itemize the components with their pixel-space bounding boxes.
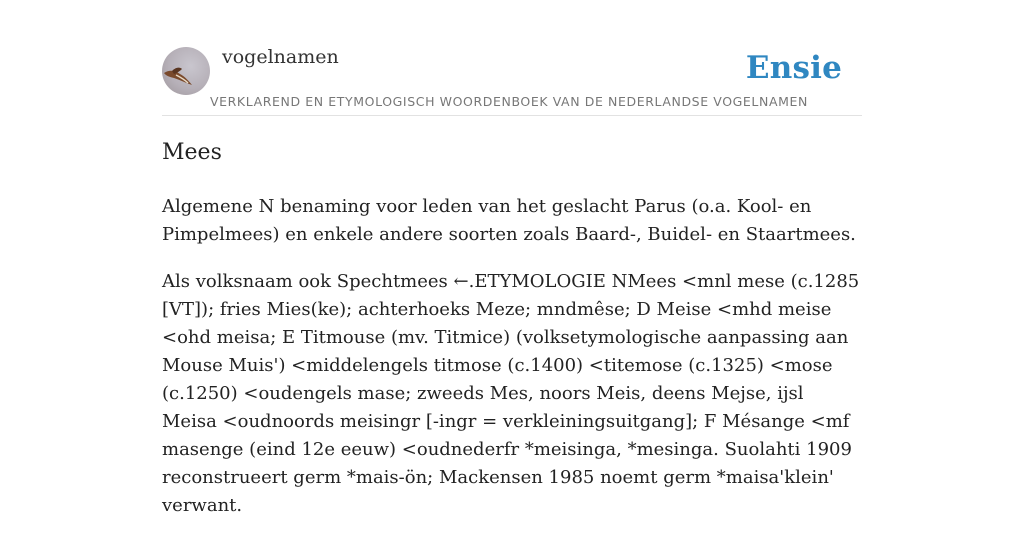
bird-photo-icon <box>162 47 210 95</box>
entry-content <box>162 193 862 539</box>
blog-name-link[interactable]: vogelnamen <box>222 46 339 68</box>
brand-logo[interactable]: Ensie <box>745 50 842 86</box>
entry-title: Mees <box>162 140 222 165</box>
avatar[interactable] <box>162 47 210 95</box>
site-subtitle: VERKLAREND EN ETYMOLOGISCH WOORDENBOEK VAN DE NEDERLANDSE VOGELNAMEN <box>210 94 808 109</box>
entry-paragraph: Algemene N benaming voor leden van het geslacht Parus (o.a. Kool- en Pimpelmees) en enkele andere soorten zoals Baard-, Buidel- en Staartmees. <box>162 196 856 245</box>
entry-paragraph: Als volksnaam ook Spechtmees ←.ETYMOLOGIE NMees <mnl mese (c.1285 [VT]); fries Mies(ke); achterhoeks Meze; mndmêse; D Meise <mhd meise <ohd meisa; E Titmouse (mv. Titmice) (volksetymologische aanpassing aan Mouse Muis') <middelengels titmose (c.1400) <titemose (c.1325) <mose (c.1250) <oudengels mase; zweeds Mes, noors Meis, deens Mejse, ijsl Meisa <oudnoords meisingr [-ingr = verkleiningsuitgang]; F Mésange <mf masenge (eind 12e eeuw) <oudnederfr *meisinga, *mesinga. Suolahti 1909 reconstrueert germ *mais-ön; Mackensen 1985 noemt germ *maisa'klein' verwant. <box>162 271 860 516</box>
header-divider <box>162 115 862 116</box>
site-header <box>162 44 862 116</box>
